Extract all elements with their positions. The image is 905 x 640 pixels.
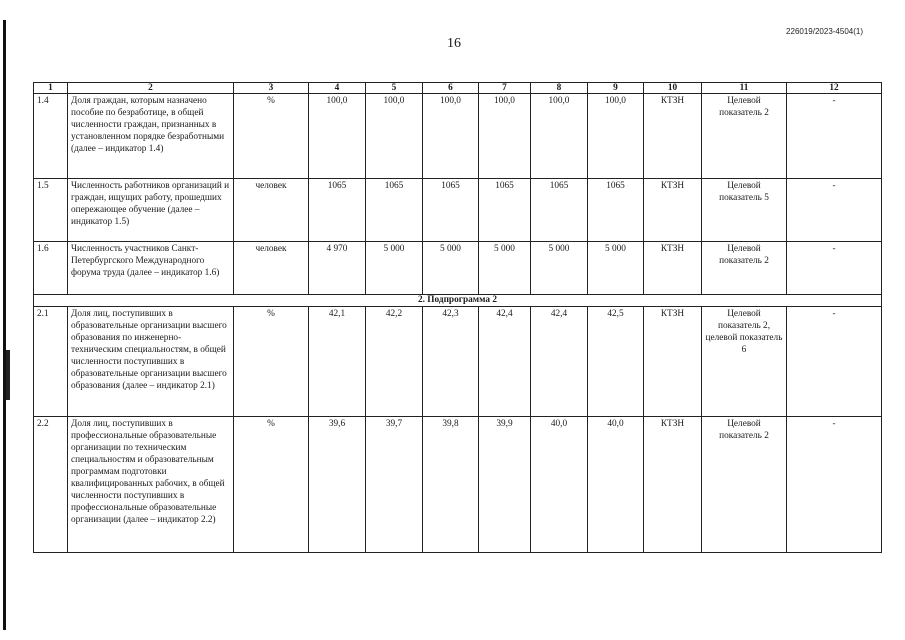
- table-row: [34, 179, 882, 242]
- row-number: 2.2: [34, 417, 68, 553]
- value-cell: 100,0: [479, 94, 531, 179]
- goal-cell: Целевой показатель 2: [702, 94, 787, 179]
- goal-cell: Целевой показатель 2: [702, 242, 787, 295]
- value-cell: 1065: [366, 179, 423, 242]
- value-cell: 39,7: [366, 417, 423, 553]
- goal-cell: Целевой показатель 2, целевой показатель 6: [702, 307, 787, 417]
- section-header-row: [34, 295, 882, 307]
- row-number: 2.1: [34, 307, 68, 417]
- page-number: 16: [447, 36, 461, 51]
- unit-cell: человек: [234, 179, 309, 242]
- column-header: 6: [423, 83, 479, 94]
- note-cell: -: [787, 417, 882, 553]
- value-cell: 1065: [531, 179, 588, 242]
- responsible-cell: КТЗН: [644, 417, 702, 553]
- value-cell: 42,1: [309, 307, 366, 417]
- goal-cell: Целевой показатель 2: [702, 417, 787, 553]
- column-header: 3: [234, 83, 309, 94]
- value-cell: 39,9: [479, 417, 531, 553]
- responsible-cell: КТЗН: [644, 179, 702, 242]
- table-header-row: [34, 83, 882, 94]
- column-header: 11: [702, 83, 787, 94]
- value-cell: 5 000: [588, 242, 644, 295]
- value-cell: 1065: [309, 179, 366, 242]
- row-number: 1.5: [34, 179, 68, 242]
- value-cell: 1065: [423, 179, 479, 242]
- value-cell: 5 000: [479, 242, 531, 295]
- row-number: 1.4: [34, 94, 68, 179]
- value-cell: 39,6: [309, 417, 366, 553]
- value-cell: 5 000: [423, 242, 479, 295]
- column-header: 1: [34, 83, 68, 94]
- column-header: 8: [531, 83, 588, 94]
- unit-cell: %: [234, 94, 309, 179]
- column-header: 7: [479, 83, 531, 94]
- note-cell: -: [787, 94, 882, 179]
- indicator-name: Доля лиц, поступивших в профессиональные образовательные организации по техническим специальностям и образовательным программам подготовки квалифицированных рабочих, в общей численности поступивших в профессиональные образовательные организации (далее – индикатор 2.2): [68, 417, 234, 553]
- value-cell: 42,4: [479, 307, 531, 417]
- section-title: 2. Подпрограмма 2: [34, 295, 882, 307]
- table-row: [34, 242, 882, 295]
- unit-cell: %: [234, 307, 309, 417]
- unit-cell: человек: [234, 242, 309, 295]
- note-cell: -: [787, 242, 882, 295]
- value-cell: 40,0: [531, 417, 588, 553]
- value-cell: 40,0: [588, 417, 644, 553]
- responsible-cell: КТЗН: [644, 94, 702, 179]
- value-cell: 42,4: [531, 307, 588, 417]
- column-header: 4: [309, 83, 366, 94]
- scan-edge-mark: [3, 20, 6, 630]
- column-header: 12: [787, 83, 882, 94]
- value-cell: 100,0: [423, 94, 479, 179]
- value-cell: 42,5: [588, 307, 644, 417]
- responsible-cell: КТЗН: [644, 307, 702, 417]
- note-cell: -: [787, 179, 882, 242]
- value-cell: 5 000: [531, 242, 588, 295]
- value-cell: 100,0: [588, 94, 644, 179]
- unit-cell: %: [234, 417, 309, 553]
- value-cell: 1065: [588, 179, 644, 242]
- table-row: [34, 307, 882, 417]
- responsible-cell: КТЗН: [644, 242, 702, 295]
- row-number: 1.6: [34, 242, 68, 295]
- goal-cell: Целевой показатель 5: [702, 179, 787, 242]
- value-cell: 39,8: [423, 417, 479, 553]
- value-cell: 100,0: [531, 94, 588, 179]
- column-header: 10: [644, 83, 702, 94]
- value-cell: 5 000: [366, 242, 423, 295]
- table-row: [34, 417, 882, 553]
- value-cell: 100,0: [309, 94, 366, 179]
- value-cell: 100,0: [366, 94, 423, 179]
- value-cell: 42,2: [366, 307, 423, 417]
- document-code: 226019/2023-4504(1): [786, 27, 863, 36]
- column-header: 2: [68, 83, 234, 94]
- indicator-name: Доля лиц, поступивших в образовательные организации высшего образования по инженерно-техническим специальностям, в общей численности поступивших в образовательные организации высшего образования (далее – индикатор 2.1): [68, 307, 234, 417]
- scan-edge-mark-secondary: [6, 350, 10, 400]
- value-cell: 42,3: [423, 307, 479, 417]
- indicator-name: Численность работников организаций и граждан, ищущих работу, прошедших опережающее обучение (далее – индикатор 1.5): [68, 179, 234, 242]
- column-header: 5: [366, 83, 423, 94]
- note-cell: -: [787, 307, 882, 417]
- indicator-name: Доля граждан, которым назначено пособие по безработице, в общей численности граждан, признанных в установленном порядке безработными (далее – индикатор 1.4): [68, 94, 234, 179]
- value-cell: 4 970: [309, 242, 366, 295]
- value-cell: 1065: [479, 179, 531, 242]
- table-row: [34, 94, 882, 179]
- indicator-name: Численность участников Санкт-Петербургского Международного форума труда (далее – индикатор 1.6): [68, 242, 234, 295]
- column-header: 9: [588, 83, 644, 94]
- indicators-table: [33, 82, 882, 553]
